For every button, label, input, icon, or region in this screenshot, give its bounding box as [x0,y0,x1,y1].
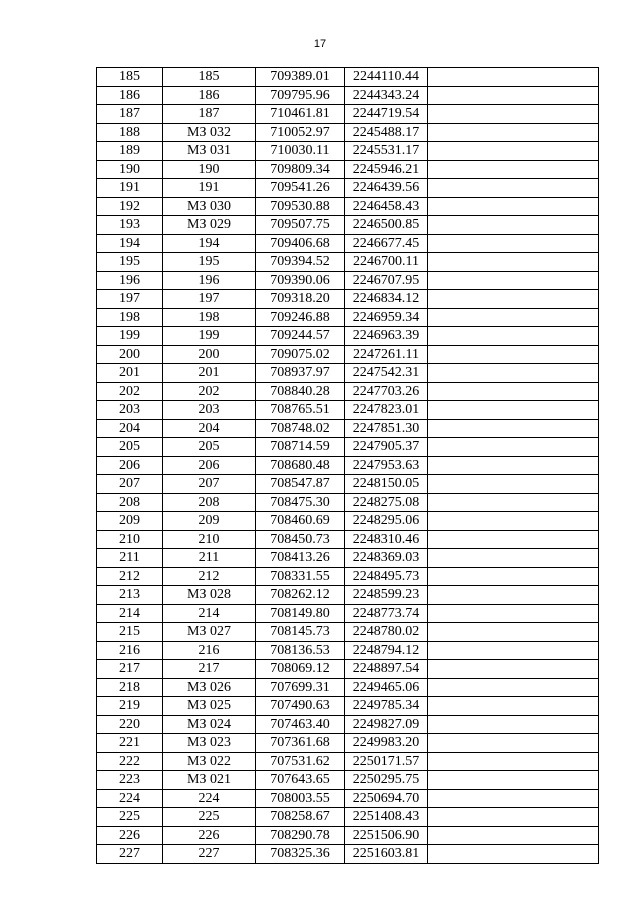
row-number-cell: 188 [97,123,163,142]
y-coordinate-cell: 2245531.17 [345,142,428,161]
table-row [97,678,599,697]
y-coordinate-cell: 2248295.06 [345,512,428,531]
point-id-cell: 202 [163,382,256,401]
note-cell [428,290,599,309]
table-row [97,456,599,475]
y-coordinate-cell: 2246500.85 [345,216,428,235]
row-number-cell: 194 [97,234,163,253]
table-row [97,715,599,734]
point-id-cell: 212 [163,567,256,586]
point-id-cell: МЗ 024 [163,715,256,734]
page-number: 17 [313,38,327,50]
x-coordinate-cell: 708840.28 [256,382,345,401]
point-id-cell: 210 [163,530,256,549]
y-coordinate-cell: 2246959.34 [345,308,428,327]
point-id-cell: МЗ 028 [163,586,256,605]
table-row [97,86,599,105]
y-coordinate-cell: 2248794.12 [345,641,428,660]
y-coordinate-cell: 2248897.54 [345,660,428,679]
x-coordinate-cell: 707531.62 [256,752,345,771]
row-number-cell: 190 [97,160,163,179]
note-cell [428,419,599,438]
y-coordinate-cell: 2248773.74 [345,604,428,623]
x-coordinate-cell: 709389.01 [256,68,345,87]
y-coordinate-cell: 2250295.75 [345,771,428,790]
note-cell [428,493,599,512]
coordinates-table [96,67,599,864]
point-id-cell: 217 [163,660,256,679]
y-coordinate-cell: 2246963.39 [345,327,428,346]
note-cell [428,234,599,253]
point-id-cell: 224 [163,789,256,808]
table-row [97,808,599,827]
row-number-cell: 208 [97,493,163,512]
point-id-cell: МЗ 032 [163,123,256,142]
table-row [97,752,599,771]
row-number-cell: 227 [97,845,163,864]
point-id-cell: 208 [163,493,256,512]
x-coordinate-cell: 709406.68 [256,234,345,253]
point-id-cell: 211 [163,549,256,568]
point-id-cell: 198 [163,308,256,327]
point-id-cell: 186 [163,86,256,105]
y-coordinate-cell: 2247905.37 [345,438,428,457]
row-number-cell: 222 [97,752,163,771]
row-number-cell: 206 [97,456,163,475]
point-id-cell: МЗ 023 [163,734,256,753]
point-id-cell: 207 [163,475,256,494]
y-coordinate-cell: 2248495.73 [345,567,428,586]
y-coordinate-cell: 2249827.09 [345,715,428,734]
y-coordinate-cell: 2246677.45 [345,234,428,253]
note-cell [428,771,599,790]
x-coordinate-cell: 709530.88 [256,197,345,216]
note-cell [428,216,599,235]
x-coordinate-cell: 709390.06 [256,271,345,290]
table-row [97,197,599,216]
x-coordinate-cell: 708136.53 [256,641,345,660]
note-cell [428,197,599,216]
table-row [97,290,599,309]
x-coordinate-cell: 708331.55 [256,567,345,586]
note-cell [428,271,599,290]
table-row [97,604,599,623]
point-id-cell: МЗ 026 [163,678,256,697]
row-number-cell: 202 [97,382,163,401]
y-coordinate-cell: 2249785.34 [345,697,428,716]
y-coordinate-cell: 2248599.23 [345,586,428,605]
point-id-cell: 216 [163,641,256,660]
row-number-cell: 185 [97,68,163,87]
y-coordinate-cell: 2244719.54 [345,105,428,124]
x-coordinate-cell: 710052.97 [256,123,345,142]
note-cell [428,789,599,808]
note-cell [428,697,599,716]
x-coordinate-cell: 710030.11 [256,142,345,161]
row-number-cell: 193 [97,216,163,235]
note-cell [428,808,599,827]
table-row [97,364,599,383]
table-row [97,123,599,142]
table-row [97,475,599,494]
table-row [97,216,599,235]
x-coordinate-cell: 708547.87 [256,475,345,494]
x-coordinate-cell: 708258.67 [256,808,345,827]
y-coordinate-cell: 2250694.70 [345,789,428,808]
table-row [97,308,599,327]
point-id-cell: 203 [163,401,256,420]
note-cell [428,567,599,586]
table-row [97,160,599,179]
note-cell [428,549,599,568]
point-id-cell: 185 [163,68,256,87]
row-number-cell: 224 [97,789,163,808]
point-id-cell: МЗ 030 [163,197,256,216]
note-cell [428,715,599,734]
point-id-cell: 225 [163,808,256,827]
table-row [97,845,599,864]
row-number-cell: 214 [97,604,163,623]
row-number-cell: 213 [97,586,163,605]
point-id-cell: 214 [163,604,256,623]
table-row [97,567,599,586]
row-number-cell: 196 [97,271,163,290]
row-number-cell: 201 [97,364,163,383]
x-coordinate-cell: 707361.68 [256,734,345,753]
table-row [97,438,599,457]
note-cell [428,475,599,494]
note-cell [428,382,599,401]
y-coordinate-cell: 2244343.24 [345,86,428,105]
x-coordinate-cell: 710461.81 [256,105,345,124]
note-cell [428,308,599,327]
x-coordinate-cell: 708149.80 [256,604,345,623]
y-coordinate-cell: 2246439.56 [345,179,428,198]
table-row [97,512,599,531]
y-coordinate-cell: 2248150.05 [345,475,428,494]
point-id-cell: МЗ 021 [163,771,256,790]
y-coordinate-cell: 2246458.43 [345,197,428,216]
table-row [97,493,599,512]
note-cell [428,179,599,198]
x-coordinate-cell: 708262.12 [256,586,345,605]
y-coordinate-cell: 2247953.63 [345,456,428,475]
x-coordinate-cell: 708748.02 [256,419,345,438]
note-cell [428,660,599,679]
point-id-cell: МЗ 027 [163,623,256,642]
x-coordinate-cell: 707643.65 [256,771,345,790]
x-coordinate-cell: 708714.59 [256,438,345,457]
x-coordinate-cell: 708069.12 [256,660,345,679]
table-row [97,586,599,605]
y-coordinate-cell: 2251408.43 [345,808,428,827]
y-coordinate-cell: 2246700.11 [345,253,428,272]
table-row [97,382,599,401]
x-coordinate-cell: 707699.31 [256,678,345,697]
note-cell [428,530,599,549]
row-number-cell: 217 [97,660,163,679]
table-row [97,789,599,808]
note-cell [428,160,599,179]
y-coordinate-cell: 2247823.01 [345,401,428,420]
point-id-cell: 200 [163,345,256,364]
x-coordinate-cell: 708145.73 [256,623,345,642]
y-coordinate-cell: 2247703.26 [345,382,428,401]
table-row [97,179,599,198]
row-number-cell: 207 [97,475,163,494]
table-row [97,68,599,87]
point-id-cell: 201 [163,364,256,383]
row-number-cell: 211 [97,549,163,568]
row-number-cell: 204 [97,419,163,438]
y-coordinate-cell: 2248780.02 [345,623,428,642]
x-coordinate-cell: 708413.26 [256,549,345,568]
coordinates-table-body [97,68,599,864]
y-coordinate-cell: 2248275.08 [345,493,428,512]
note-cell [428,845,599,864]
y-coordinate-cell: 2245488.17 [345,123,428,142]
table-row [97,234,599,253]
y-coordinate-cell: 2247261.11 [345,345,428,364]
note-cell [428,105,599,124]
row-number-cell: 216 [97,641,163,660]
point-id-cell: 197 [163,290,256,309]
row-number-cell: 226 [97,826,163,845]
row-number-cell: 203 [97,401,163,420]
x-coordinate-cell: 708460.69 [256,512,345,531]
row-number-cell: 198 [97,308,163,327]
row-number-cell: 220 [97,715,163,734]
row-number-cell: 192 [97,197,163,216]
table-row [97,345,599,364]
note-cell [428,142,599,161]
note-cell [428,604,599,623]
y-coordinate-cell: 2246707.95 [345,271,428,290]
x-coordinate-cell: 709809.34 [256,160,345,179]
x-coordinate-cell: 709795.96 [256,86,345,105]
point-id-cell: 209 [163,512,256,531]
table-row [97,641,599,660]
x-coordinate-cell: 709507.75 [256,216,345,235]
note-cell [428,253,599,272]
note-cell [428,364,599,383]
row-number-cell: 189 [97,142,163,161]
y-coordinate-cell: 2248310.46 [345,530,428,549]
y-coordinate-cell: 2251603.81 [345,845,428,864]
table-row [97,549,599,568]
y-coordinate-cell: 2247851.30 [345,419,428,438]
point-id-cell: 204 [163,419,256,438]
row-number-cell: 186 [97,86,163,105]
table-row [97,660,599,679]
point-id-cell: МЗ 031 [163,142,256,161]
y-coordinate-cell: 2245946.21 [345,160,428,179]
table-row [97,253,599,272]
point-id-cell: 227 [163,845,256,864]
x-coordinate-cell: 709246.88 [256,308,345,327]
point-id-cell: МЗ 029 [163,216,256,235]
table-row [97,401,599,420]
note-cell [428,86,599,105]
row-number-cell: 221 [97,734,163,753]
row-number-cell: 225 [97,808,163,827]
point-id-cell: 194 [163,234,256,253]
point-id-cell: 195 [163,253,256,272]
note-cell [428,678,599,697]
point-id-cell: 190 [163,160,256,179]
x-coordinate-cell: 709244.57 [256,327,345,346]
y-coordinate-cell: 2251506.90 [345,826,428,845]
y-coordinate-cell: 2244110.44 [345,68,428,87]
y-coordinate-cell: 2249983.20 [345,734,428,753]
point-id-cell: 206 [163,456,256,475]
note-cell [428,401,599,420]
row-number-cell: 212 [97,567,163,586]
x-coordinate-cell: 708475.30 [256,493,345,512]
row-number-cell: 191 [97,179,163,198]
row-number-cell: 210 [97,530,163,549]
table-row [97,826,599,845]
table-row [97,697,599,716]
x-coordinate-cell: 708290.78 [256,826,345,845]
x-coordinate-cell: 708325.36 [256,845,345,864]
note-cell [428,456,599,475]
y-coordinate-cell: 2247542.31 [345,364,428,383]
x-coordinate-cell: 709394.52 [256,253,345,272]
note-cell [428,734,599,753]
x-coordinate-cell: 709075.02 [256,345,345,364]
y-coordinate-cell: 2246834.12 [345,290,428,309]
table-row [97,530,599,549]
table-row [97,623,599,642]
point-id-cell: 196 [163,271,256,290]
x-coordinate-cell: 707490.63 [256,697,345,716]
table-row [97,771,599,790]
note-cell [428,641,599,660]
x-coordinate-cell: 708003.55 [256,789,345,808]
note-cell [428,752,599,771]
note-cell [428,512,599,531]
row-number-cell: 209 [97,512,163,531]
table-row [97,142,599,161]
x-coordinate-cell: 709318.20 [256,290,345,309]
y-coordinate-cell: 2249465.06 [345,678,428,697]
note-cell [428,438,599,457]
row-number-cell: 195 [97,253,163,272]
table-row [97,327,599,346]
note-cell [428,327,599,346]
y-coordinate-cell: 2250171.57 [345,752,428,771]
table-row [97,271,599,290]
point-id-cell: 191 [163,179,256,198]
point-id-cell: 205 [163,438,256,457]
point-id-cell: 187 [163,105,256,124]
table-row [97,105,599,124]
x-coordinate-cell: 708450.73 [256,530,345,549]
point-id-cell: 226 [163,826,256,845]
row-number-cell: 223 [97,771,163,790]
note-cell [428,586,599,605]
row-number-cell: 200 [97,345,163,364]
row-number-cell: 218 [97,678,163,697]
note-cell [428,68,599,87]
x-coordinate-cell: 709541.26 [256,179,345,198]
point-id-cell: МЗ 022 [163,752,256,771]
row-number-cell: 187 [97,105,163,124]
point-id-cell: МЗ 025 [163,697,256,716]
note-cell [428,826,599,845]
point-id-cell: 199 [163,327,256,346]
row-number-cell: 215 [97,623,163,642]
row-number-cell: 205 [97,438,163,457]
table-row [97,419,599,438]
note-cell [428,623,599,642]
row-number-cell: 199 [97,327,163,346]
x-coordinate-cell: 708680.48 [256,456,345,475]
y-coordinate-cell: 2248369.03 [345,549,428,568]
x-coordinate-cell: 707463.40 [256,715,345,734]
note-cell [428,123,599,142]
row-number-cell: 219 [97,697,163,716]
table-row [97,734,599,753]
row-number-cell: 197 [97,290,163,309]
note-cell [428,345,599,364]
x-coordinate-cell: 708765.51 [256,401,345,420]
x-coordinate-cell: 708937.97 [256,364,345,383]
